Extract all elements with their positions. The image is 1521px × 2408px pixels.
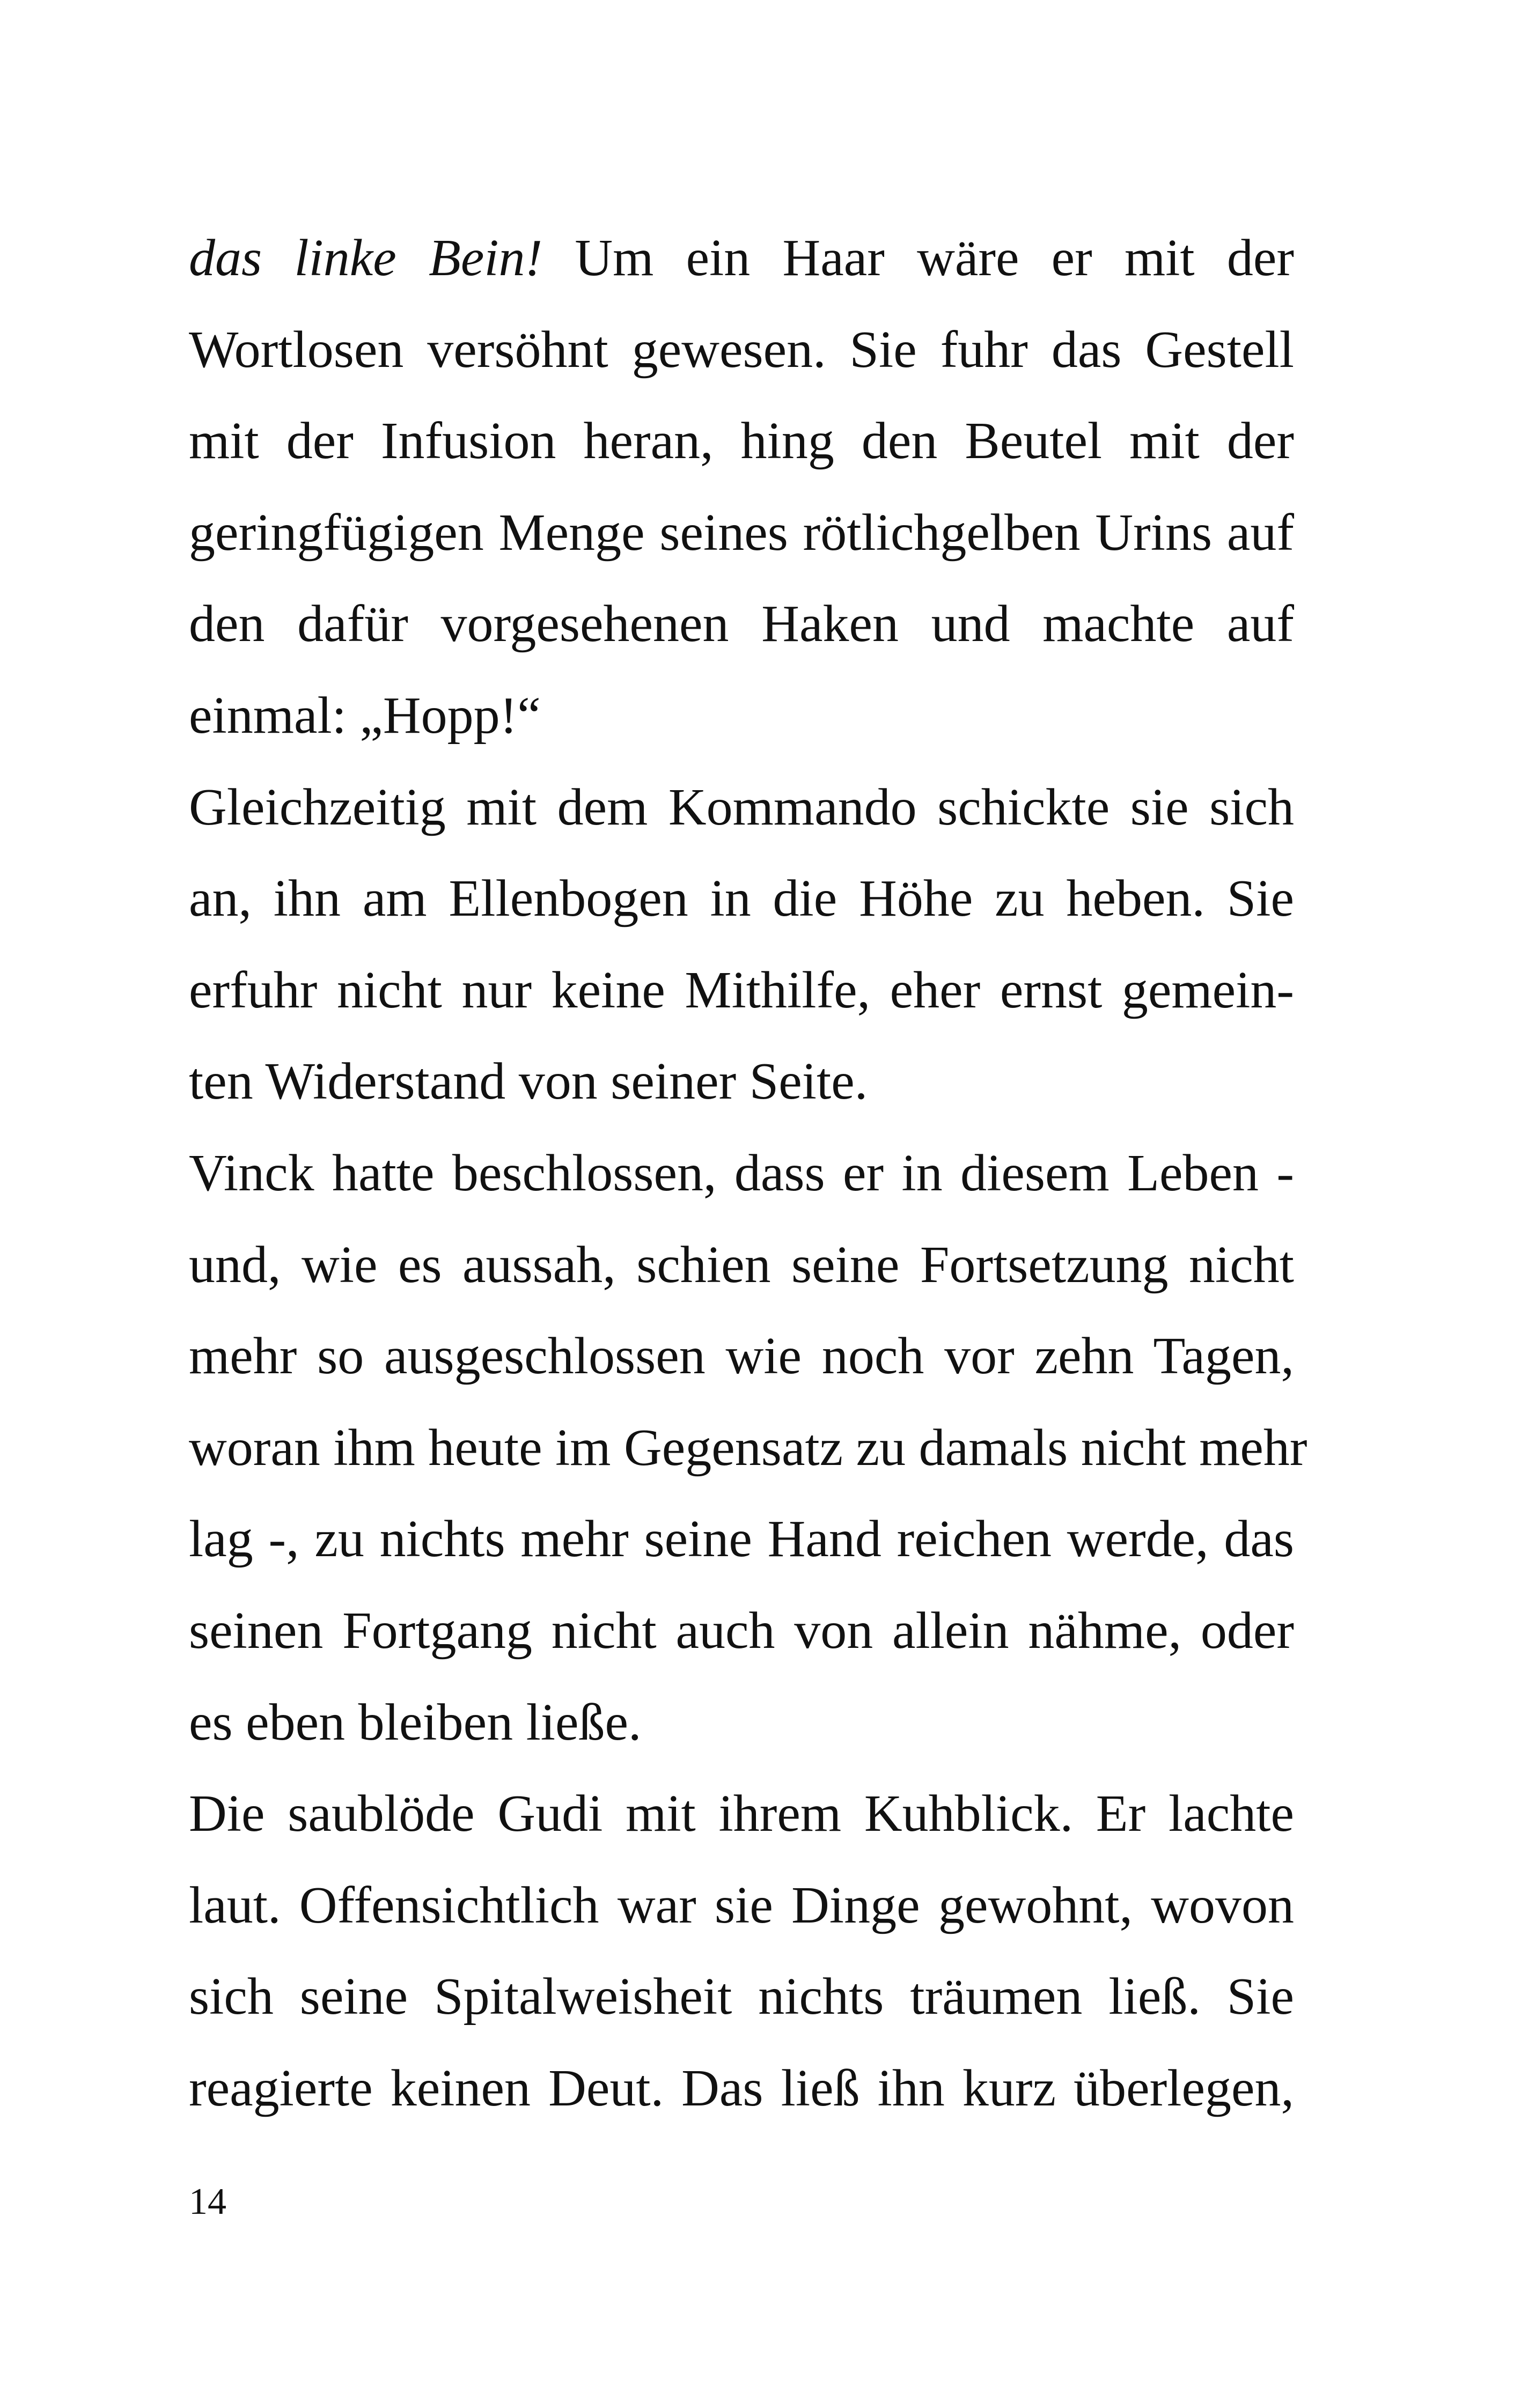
text-line: sich seine Spitalweisheit nichts träumen ließ. Sie: [189, 1968, 1294, 2026]
text-line: Gleichzeitig mit dem Kommando schickte sie sich: [189, 778, 1294, 836]
text-line: lag -, zu nichts mehr seine Hand reichen werde, das: [189, 1510, 1294, 1568]
text-line: reagierte keinen Deut. Das ließ ihn kurz überlegen,: [189, 2059, 1294, 2117]
text-line: [189, 212, 1294, 304]
text-line: erfuhr nicht nur keine Mithilfe, eher ernst gemein-: [189, 961, 1294, 1019]
text-line: den dafür vorgesehenen Haken und machte auf: [189, 595, 1294, 653]
text-line: seinen Fortgang nicht auch von allein nähme, oder: [189, 1601, 1294, 1660]
text-line: geringfügigen Menge seines rötlichgelben Urins auf: [189, 503, 1294, 562]
text-line: und, wie es aussah, schien seine Fortsetzung nicht: [189, 1235, 1294, 1294]
text-line: es eben bleiben ließe.: [189, 1693, 642, 1751]
italic-phrase: das linke Bein!: [189, 229, 543, 287]
text-line: einmal: „Hopp!“: [189, 686, 541, 745]
line-text: Um ein Haar wäre er mit der: [542, 229, 1294, 287]
text-line: mit der Infusion heran, hing den Beutel mit der: [189, 412, 1294, 470]
text-line: mehr so ausgeschlossen wie noch vor zehn Tagen,: [189, 1327, 1294, 1386]
text-line: ten Widerstand von seiner Seite.: [189, 1052, 868, 1111]
text-line: laut. Offensichtlich war sie Dinge gewohnt, wovon: [189, 1876, 1294, 1934]
text-line: Wortlosen versöhnt gewesen. Sie fuhr das Gestell: [189, 320, 1294, 379]
text-line: Die saublöde Gudi mit ihrem Kuhblick. Er lachte: [189, 1785, 1294, 1843]
text-line: Vinck hatte beschlossen, dass er in diesem Leben -: [189, 1144, 1294, 1202]
page-number: 14: [189, 2181, 226, 2222]
text-line: woran ihm heute im Gegensatz zu damals nicht mehr: [189, 1418, 1307, 1477]
body-text: [189, 212, 1307, 2134]
text-line: an, ihn am Ellenbogen in die Höhe zu heben. Sie: [189, 870, 1294, 928]
